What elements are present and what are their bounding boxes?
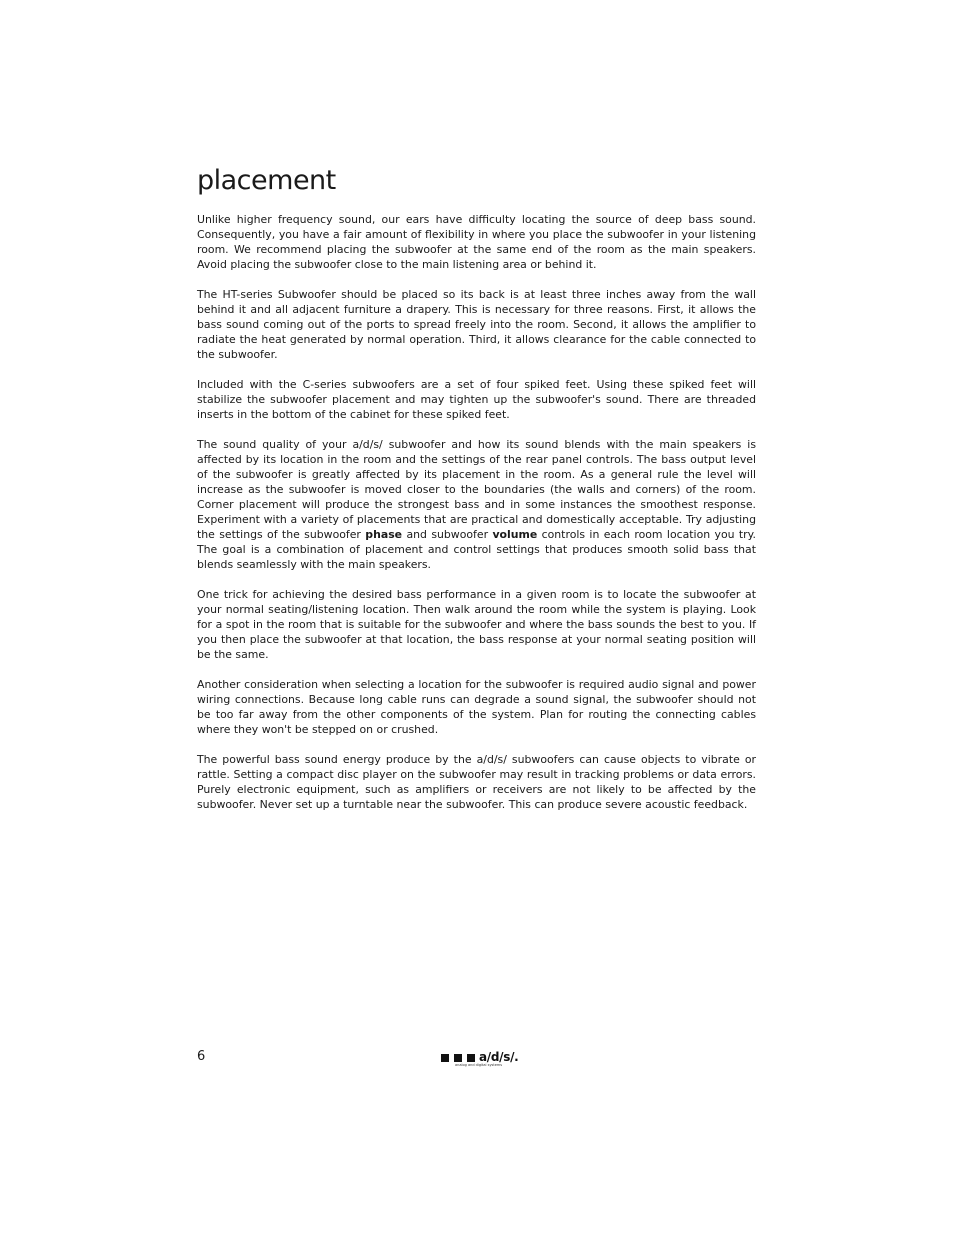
logo-square-icon <box>441 1054 449 1062</box>
paragraph-bass-localization: Unlike higher frequency sound, our ears have difficulty locating the source of deep bass sound. Consequently, you have a fair amount of flexibility in where you place the subwoofer in your listening room. We recommend placing the subwoofer at the same end of the room as the main speakers. Avoid placing the subwoofer close to the main listening area or behind it. <box>197 213 756 271</box>
paragraph-wall-clearance: The HT-series Subwoofer should be placed so its back is at least three inches away from the wall behind it and all adjacent furniture a drapery. This is necessary for three reasons. First, it allows the bass sound coming out of the ports to spread freely into the room. Second, it allows the amplifier to radiate the heat generated by normal operation. Third, it allows clearance for the cable connected to the subwoofer. <box>197 288 756 361</box>
paragraph-spiked-feet: Included with the C-series subwoofers are a set of four spiked feet. Using these spiked feet will stabilize the subwoofer placement and may tighten up the subwoofer's sound. There are threaded inserts in the bottom of the cabinet for these spiked feet. <box>197 378 756 421</box>
ads-logo <box>441 1050 531 1070</box>
page-title: placement <box>197 165 336 196</box>
paragraph-vibration: The powerful bass sound energy produce by the a/d/s/ subwoofers can cause objects to vibrate or rattle. Setting a compact disc player on the subwoofer may result in tracking problems or data errors. Purely electronic equipment, such as amplifiers or receivers are not likely to be affected by the subwoofer. Never set up a turntable near the subwoofer. This can produce severe acoustic feedback. <box>197 753 756 811</box>
paragraph-wiring: Another consideration when selecting a location for the subwoofer is required audio signal and power wiring connections. Because long cable runs can degrade a sound signal, the subwoofer should not be too far away from the other components of the system. Plan for routing the connecting cables where they won't be stepped on or crushed. <box>197 678 756 736</box>
phase-control-term: phase <box>365 528 403 541</box>
body-text <box>197 212 756 827</box>
page-number: 6 <box>197 1049 206 1064</box>
paragraph-listening-trick: One trick for achieving the desired bass performance in a given room is to locate the subwoofer at your normal seating/listening location. Then walk around the room while the system is playing. Look for a spot in the room that is suitable for the subwoofer and where the bass sounds the best to you. If you then place the subwoofer at that location, the bass response at your normal seating position will be the same. <box>197 588 756 661</box>
volume-control-term: volume <box>492 528 538 541</box>
paragraph-text-segment: controls in each room location you try. The goal is a combination of placement and control settings that produces smooth solid bass that blends seamlessly with the main speakers. <box>197 528 756 571</box>
paragraph-text-segment: and subwoofer <box>402 528 493 541</box>
paragraph-text-segment: The sound quality of your a/d/s/ subwoofer and how its sound blends with the main speakers is affected by its location in the room and the settings of the rear panel controls. The bass output level of the subwoofer is greatly affected by its placement in the room. As a general rule the level will increase as the subwoofer is moved closer to the boundaries (the walls and corners) of the room. Corner placement will produce the strongest bass and in some instances the smoothest response. Experiment with a variety of placements that are practical and domestically acceptable. Try adjusting the settings of the subwoofer <box>197 438 756 541</box>
paragraph-sound-quality <box>197 437 756 572</box>
logo-square-icon <box>454 1054 462 1062</box>
logo-square-icon <box>467 1054 475 1062</box>
logo-tagline: analog and digital systems <box>455 1063 503 1067</box>
logo-wordmark: a/d/s/. <box>479 1050 519 1064</box>
